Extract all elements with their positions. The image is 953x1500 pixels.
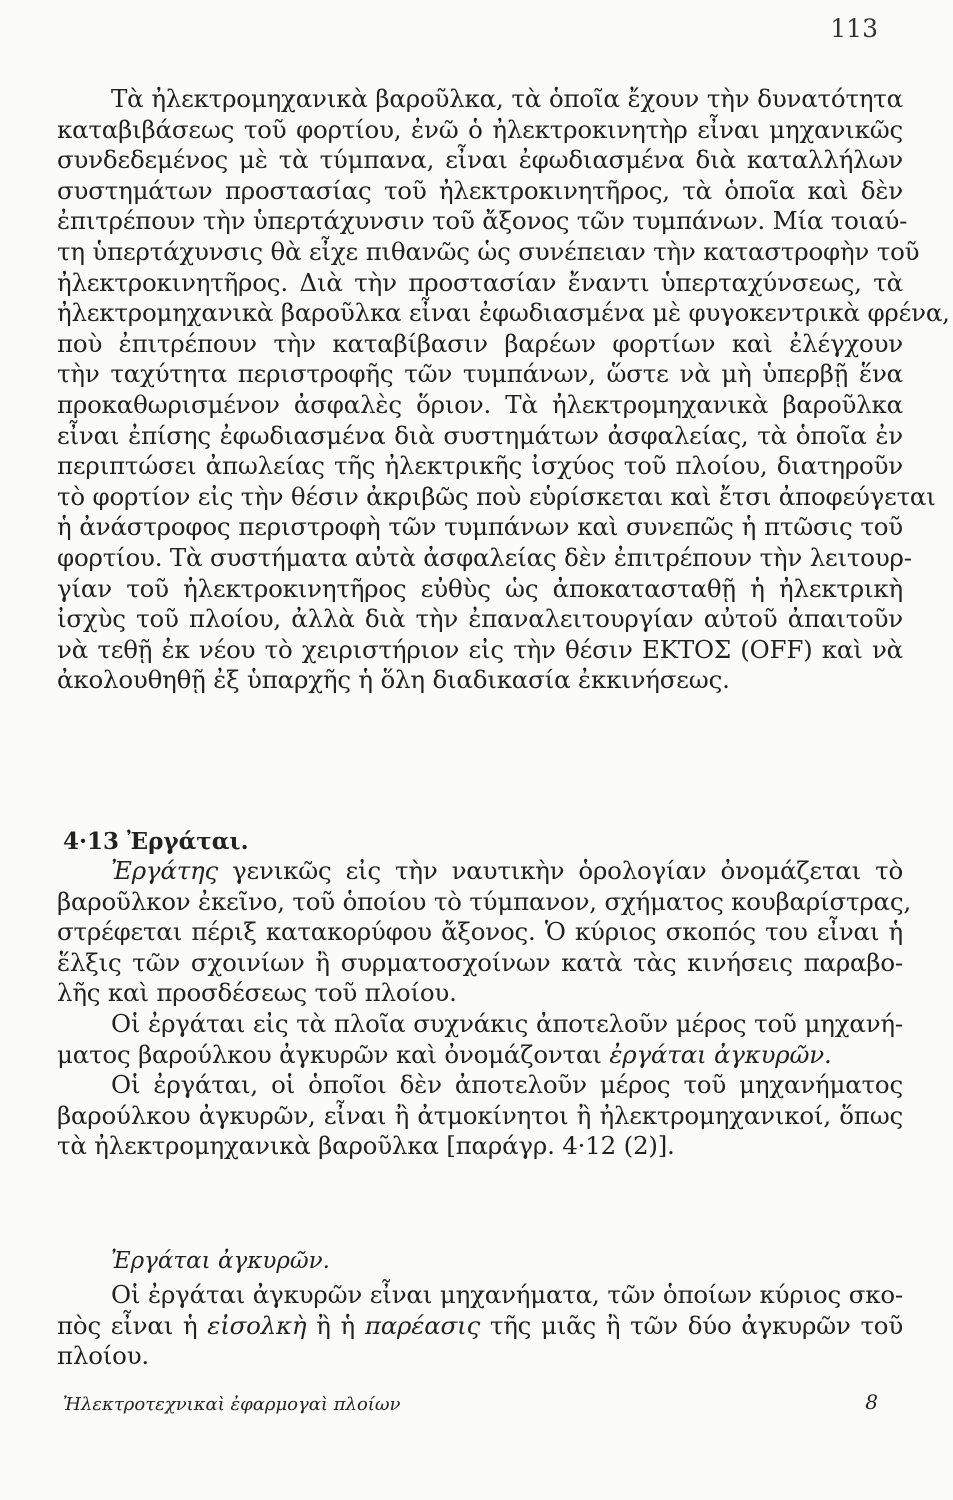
text-line	[57, 1311, 903, 1342]
text-line: τὸ φορτίον εἰς τὴν θέσιν ἀκριβῶς ποὺ εὑρίσκεται καὶ ἔτσι ἀποφεύγεται	[57, 481, 936, 511]
text-line: Τὰ ἠλεκτρομηχανικὰ βαροῦλκα, τὰ ὁποῖα ἔχουν τὴν δυνατότητα	[111, 84, 903, 113]
text-line: τὴν ταχύτητα περιστροφῆς τῶν τυμπάνων, ὥστε νὰ μὴ ὑπερβῇ ἕνα	[57, 359, 903, 389]
text-line: φορτίου. Τὰ συστήματα αὐτὰ ἀσφαλείας δὲν ἐπιτρέπουν τὴν λειτουρ-	[57, 542, 912, 572]
text-fragment: ματος βαρούλκου ἀγκυρῶν καὶ ὀνομάζονται	[57, 1039, 602, 1069]
text-line: ἠλεκτροκινητῆρος. Διὰ τὴν προστασίαν ἔναντι ὑπερταχύνσεως, τὰ	[57, 267, 903, 297]
text-line: τη ὑπερτάχυνσις θὰ εἶχε πιθανῶς ὡς συνέπειαν τὴν καταστροφὴν τοῦ	[57, 236, 920, 266]
text-line: ἠλεκτρομηχανικὰ βαροῦλκα εἶναι ἐφωδιασμένα μὲ φυγοκεντρικὰ φρένα,	[57, 298, 950, 328]
text-line: βαροῦλκον ἐκεῖνο, τοῦ ὁποίου τὸ τύμπανον, σχήματος κουβαρίστρας,	[57, 886, 911, 916]
term-ergatai-agkyron: ἐργάται ἀγκυρῶν.	[609, 1039, 832, 1069]
text-line: ἡ ἀνάστροφος περιστροφὴ τῶν τυμπάνων καὶ συνεπῶς ἡ πτῶσις τοῦ	[57, 512, 903, 542]
text-line	[57, 856, 903, 887]
text-fragment: ἢ ἡ	[316, 1310, 355, 1340]
text-line: στρέφεται πέριξ κατακορύφου ἄξονος. Ὁ κύριος σκοπός του εἶναι ἡ	[57, 917, 903, 947]
text-line: συνδεδεμένος μὲ τὰ τύμπανα, εἶναι ἐφωδιασμένα διὰ καταλλήλων	[57, 145, 903, 175]
paragraph-winch-safety	[57, 84, 950, 696]
text-line: Οἱ ἐργάται ἀγκυρῶν εἶναι μηχανήματα, τῶν ὁποίων κύριος σκο-	[111, 1280, 903, 1309]
text-line: ἰσχὺς τοῦ πλοίου, ἀλλὰ διὰ τὴν ἐπαναλειτουργίαν αὐτοῦ ἀπαιτοῦν	[57, 604, 903, 634]
text-line: ποὺ ἐπιτρέπουν τὴν καταβίβασιν βαρέων φορτίων καὶ ἐλέγχουν	[57, 328, 903, 358]
text-line: γίαν τοῦ ἠλεκτροκινητῆρος εὐθὺς ὡς ἀποκατασταθῇ ἡ ἠλεκτρικὴ	[57, 573, 903, 603]
text-fragment: τῆς μιᾶς ἢ τῶν δύο ἀγκυρῶν τοῦ	[489, 1310, 904, 1340]
text-fragment: γενικῶς εἰς τὴν ναυτικὴν ὁρολογίαν ὀνομάζεται τὸ	[232, 856, 903, 885]
section-ergatai	[57, 856, 911, 1162]
text-line: ἀκολουθηθῇ ἐξ ὑπαρχῆς ἡ ὅλη διαδικασία ἐκκινήσεως.	[57, 665, 730, 695]
signature-mark: 8	[865, 1390, 878, 1414]
text-line: πλοίου.	[57, 1341, 150, 1371]
text-line: βαρούλκου ἀγκυρῶν, εἶναι ἢ ἀτμοκίνητοι ἢ ἠλεκτρομηχανικοί, ὅπως	[57, 1100, 903, 1130]
text-line: ἕλξις τῶν σχοινίων ἢ συρματοσχοίνων κατὰ τὰς κινήσεις παραβο-	[57, 947, 903, 977]
text-line: Οἱ ἐργάται εἰς τὰ πλοῖα συχνάκις ἀποτελοῦν μέρος τοῦ μηχανή-	[111, 1008, 903, 1038]
text-line: λῆς καὶ προσδέσεως τοῦ πλοίου.	[57, 978, 457, 1008]
text-line: συστημάτων προστασίας τοῦ ἠλεκτροκινητῆρος, τὰ ὁποῖα καὶ δὲν	[57, 175, 903, 205]
term-ergatis: Ἐργάτης	[111, 856, 219, 885]
text-fragment: πὸς εἶναι ἡ	[57, 1310, 198, 1340]
footer-book-title: Ἠλεκτροτεχνικαὶ ἐφαρμογαὶ πλοίων	[63, 1394, 401, 1415]
text-line: ἐπιτρέπουν τὴν ὑπερτάχυνσιν τοῦ ἄξονος τῶν τυμπάνων. Μία τοιαύ-	[57, 206, 908, 236]
text-line: εἶναι ἐπίσης ἐφωδιασμένα διὰ συστημάτων ἀσφαλείας, τὰ ὁποῖα ἐν	[57, 420, 903, 450]
text-line	[57, 1040, 903, 1071]
section-anchor-capstans	[57, 1246, 903, 1372]
text-line: περιπτώσει ἀπωλείας τῆς ἠλεκτρικῆς ἰσχύος τοῦ πλοίου, διατηροῦν	[57, 451, 903, 481]
term-eisolki: εἰσολκὴ	[207, 1310, 307, 1340]
term-pareasis: παρέασις	[364, 1310, 481, 1340]
text-line: Οἱ ἐργάται, οἱ ὁποῖοι δὲν ἀποτελοῦν μέρος τοῦ μηχανήματος	[111, 1070, 903, 1100]
text-line: καταβιβάσεως τοῦ φορτίου, ἐνῶ ὁ ἠλεκτροκινητὴρ εἶναι μηχανικῶς	[57, 114, 903, 144]
text-line: προκαθωρισμένον ἀσφαλὲς ὅριον. Τὰ ἠλεκτρομηχανικὰ βαροῦλκα	[57, 389, 903, 419]
page-number: 113	[830, 14, 878, 43]
text-line: νὰ τεθῇ ἐκ νέου τὸ χειριστήριον εἰς τὴν θέσιν ΕΚΤΟΣ (OFF) καὶ νὰ	[57, 634, 903, 664]
text-line: τὰ ἠλεκτρομηχανικὰ βαροῦλκα [παράγρ. 4·12 (2)].	[57, 1131, 675, 1161]
subheading: Ἐργάται ἀγκυρῶν.	[111, 1248, 330, 1274]
section-heading: 4·13 Ἐργάται.	[63, 828, 249, 855]
